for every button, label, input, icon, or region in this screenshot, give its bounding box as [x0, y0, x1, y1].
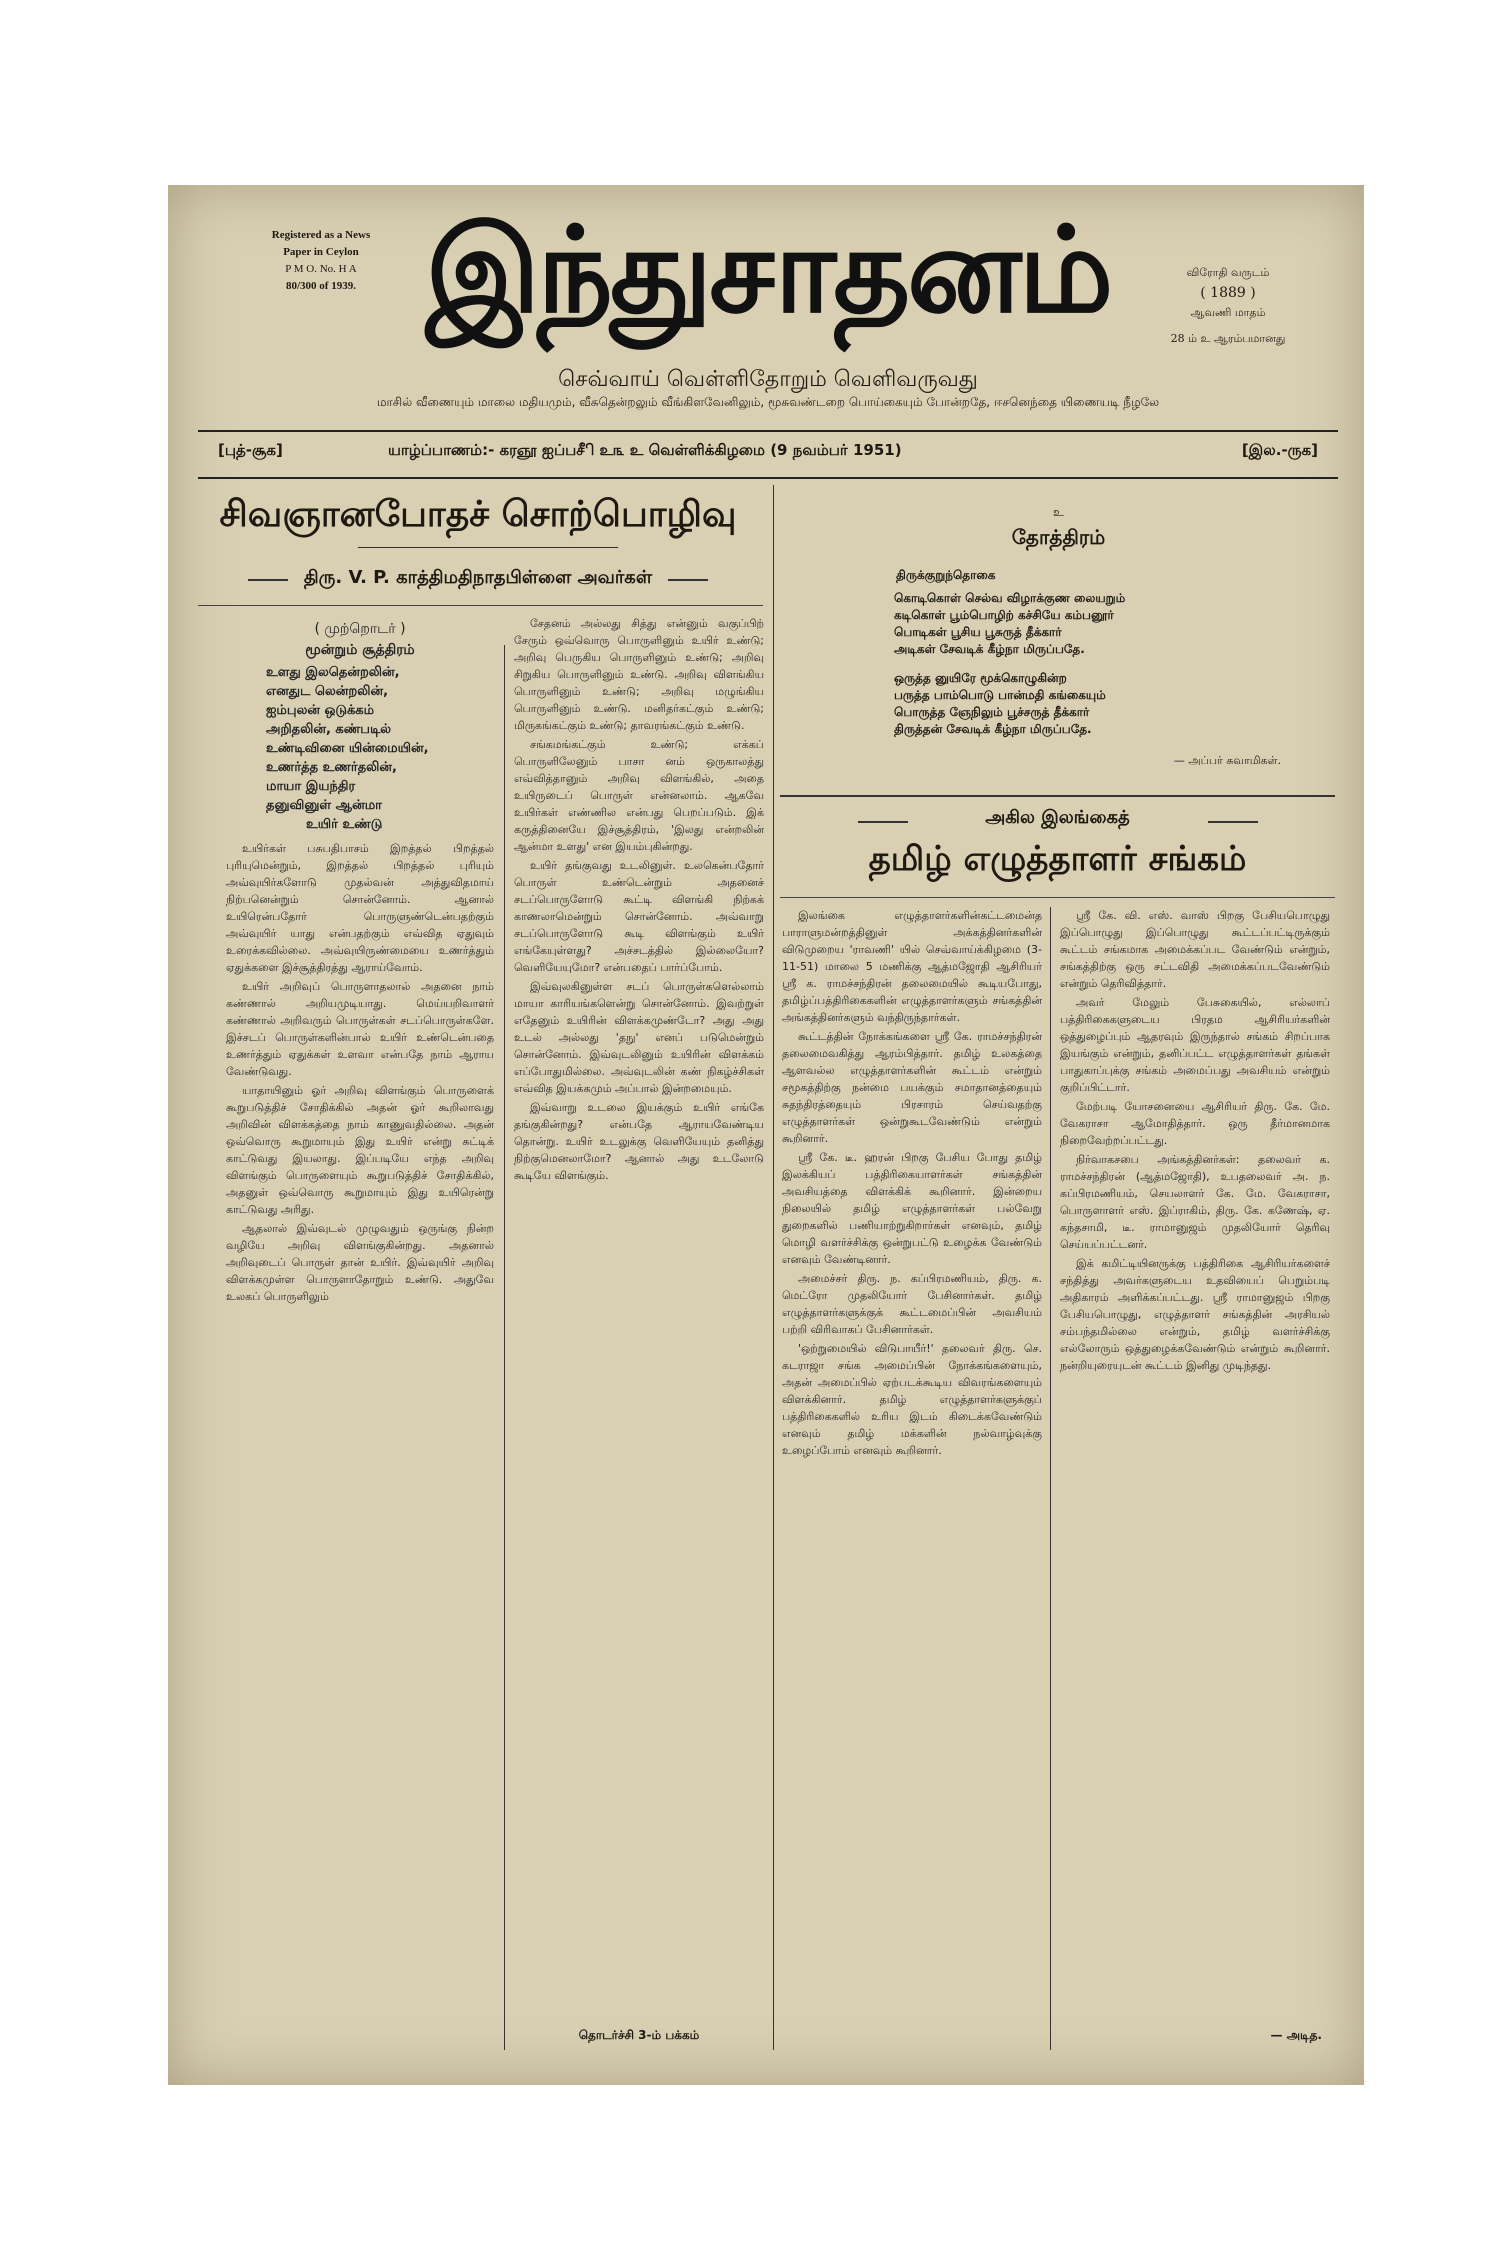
- byline-dash-right: [668, 579, 708, 581]
- hymn-line: பருத்த பாம்பொடு பான்மதி கங்கையும்: [894, 688, 1106, 702]
- dateline: [218, 438, 1318, 468]
- body-paragraph: நிர்வாகசபை அங்கத்தினர்கள்: தலைவர் க. ராமச்சந்திரன் (ஆத்மஜோதி), உபதலைவர் அ. ந. கப்பிரமணியம், செயலாளர் கே. மே. வேகராசா, பொருளாளர் எஸ். இப்ராகிம், திரு. கே. கணேஷ், ஏ. கந்தசாமி, டீ. ராமானுஜம் முதலியோர் தெரிவு செய்யப்பட்டனர்.: [1060, 1153, 1330, 1251]
- verse-line: அறிதலின், கண்படில்: [266, 722, 392, 737]
- established-line: ஆவணி மாதம்: [1190, 306, 1266, 319]
- body-paragraph: 'ஒற்றுமையில் விடுபாயீர்!' தலைவர் திரு. செ. கடராஜா சங்க அமைப்பின் நோக்கங்களையும், அதன் அமைப்பில் ஏற்படக்கூடிய விவரங்களையும் விளக்கினார். தமிழ் எழுத்தாளர்களுக்குப் பத்திரிகைகளில் உரிய இடம் கிடைக்கவேண்டும் எனவும் தமிழ் மக்களின் நல்வாழ்வுக்கு உழைப்போம் எனவும் கூறினார்.: [782, 1342, 1042, 1457]
- column-divider: [773, 485, 774, 2050]
- body-paragraph: ஸ்ரீ கே. வி. எஸ். வாஸ் பிறகு பேசியபொழுது இப்பொழுது இப்பொழுது கூட்டப்பட்டிருக்கும் கூட்டம் சங்கமாக அமைக்கப்பட வேண்டும் என்றும், சங்கத்திற்கு ஒரு சட்டவிதி அமைக்கப்படவேண்டும் என்றும் தெரிவித்தார்.: [1060, 909, 1330, 990]
- verse-line: தனுவினுள் ஆன்மா: [266, 798, 382, 813]
- body-paragraph: அமைச்சர் திரு. ந. கப்பிரமணியம், திரு. க. மெட்ரோ முதலியோர் பேசினார்கள். தமிழ் எழுத்தாளர்களுக்குக் கூட்டமைப்பின் அவசியம் பற்றி விரிவாகப் பேசினார்கள்.: [782, 1272, 1042, 1336]
- body-paragraph: கூட்டத்தின் நோக்கங்களை ஸ்ரீ கே. ராமச்சந்திரன் தலைமைவகித்து ஆரம்பித்தார். தமிழ் உலகத்தை ஆளவல்ல எழுத்தாளர்களின் கூட்டம் என்றும் சமூகத்திற்கு நன்மை பயக்கும் சமாதானத்தையும் சுதந்திரத்தையும் பிரசாரம் செய்வதற்கு எழுத்தாளர்கள் ஒன்றுகூடவேண்டும் என்றும் கூறினார்.: [782, 1030, 1042, 1145]
- body-paragraph: உயிர்கள் பசுபதிபாசம் இறத்தல் பிறத்தல் புரியுமென்றும், இறத்தல் பிறத்தல் புரியும் அவ்வுயிர்களோடு முதல்வன் அத்துவிதமாய் நிற்பனென்றும் சொன்னோம். ஆனால் உயிரென்பதோர் பொருளுண்டென்பதற்கும் அவ்வுயிர் யாது என்பதற்கும் எவ்வித ஏதுவும் உரைக்கவில்லை. அவ்வுயிருண்மையை உணர்த்தும் ஏதுக்களை இச்சூத்திரத்து ஆராய்வோம்.: [226, 842, 494, 974]
- established-line: 28 ம் உ ஆரம்பமானது: [1170, 332, 1286, 345]
- hymn-stanza: [786, 670, 1331, 738]
- registration-line: Registered as a News: [271, 229, 371, 241]
- kicker-dash-right: [1208, 821, 1258, 823]
- byline-dash-left: [248, 579, 288, 581]
- established-line: விரோதி வருடம்: [1186, 266, 1270, 279]
- body-paragraph: உயிர் அறிவுப் பொருளாதலால் அதனை நாம் கண்ணால் அறியமுடியாது. மெய்யறிவாளர் கண்ணால் அறிவரும் பொருள்கள் சடப்பொருள்களே. இச்சடப் பொருள்களின்பால் உயிர் உண்டென்பதை உணர்த்தும் ஏதுக்கள் உளவா என்பதே நாம் ஆராய வேண்டுவது.: [226, 980, 494, 1078]
- article2-rule: [780, 897, 1335, 898]
- article2-kicker: அகில இலங்கைத்: [985, 807, 1130, 828]
- column-divider: [504, 645, 505, 2050]
- body-paragraph: ஸ்ரீ கே. டீ. ஹரன் பிறகு பேசிய போது தமிழ் இலக்கியப் பத்திரிகையாளர்கள் சங்கத்தின் அவசியத்தை விளக்கிக் கூறினார். இன்றைய நிலையில் தமிழ் எழுத்தாளர்கள் பல்வேறு துறைகளில் பணியாற்றுகிறார்கள் எனவும், தமிழ் மொழி வளர்ச்சிக்கு ஒன்றுபட்டு உழைக்க வேண்டும் எனவும் வேண்டினார்.: [782, 1151, 1042, 1266]
- verse-line: மாயா இயந்திர: [266, 779, 356, 794]
- hymn-title: தோத்திரம்: [1011, 525, 1106, 549]
- volume-number: [புத்-சூக]: [218, 441, 283, 459]
- body-paragraph: இக் கமிட்டியினருக்கு பத்திரிகை ஆசிரியர்களைச் சந்தித்து அவர்களுடைய உதவியைப் பெறும்படி அதிகாரம் அளிக்கப்பட்டது. ஸ்ரீ ராமானுஜம் பிறகு பேசியபொழுது, எழுத்தாளர் சங்கத்தின் அரசியல் சம்பந்தமில்லை என்றும், தமிழ் வளர்ச்சிக்கு எல்லோரும் ஒத்துழைக்கவேண்டும் என்றும் கூறினார். நன்றியுரையுடன் கூட்டம் இனிது முடிந்தது.: [1060, 1257, 1330, 1372]
- registration-line: P M O. No. H A: [285, 263, 357, 275]
- newspaper-page: [168, 185, 1364, 2085]
- registration-line: 80/300 of 1939.: [286, 280, 356, 292]
- hymn-number: உ: [1053, 505, 1064, 519]
- masthead-rule: [198, 430, 1338, 432]
- continued-label: ( முற்றொடர் ): [314, 621, 406, 637]
- hymn-stanza: [786, 590, 1331, 658]
- body-paragraph: இவ்வாறு உடலை இயக்கும் உயிர் எங்கே தங்குகின்றது? என்பதே ஆராயவேண்டிய தொன்று. உயிர் உடலுக்கு வெளியேயும் தனித்து நிற்குமெனலாமோ? ஆனால் அது உடலோடு கூடியே விளங்கும்.: [514, 1101, 764, 1182]
- established-notice: [1158, 263, 1298, 349]
- body-paragraph: சங்கமங்கட்கும் உண்டு; எக்கப் பொருளிலேனும் பாசா னம் ஒருகாலத்து எவ்வித்தானும் அறிவு விளங்கில், அதை உயிருடைப் பொருள் என்னலாம். ஆகவே உயிர்கள் எண்ணில என்பது பெறப்படும். இக் கருத்தினையே இச்சூத்திரம், 'இலது என்றலின் ஆன்மா உளது' என இயம்புகின்றது.: [514, 738, 764, 853]
- article1-column-1: [226, 615, 494, 2055]
- column-divider: [1050, 907, 1051, 2050]
- continued-note: தொடர்ச்சி 3-ம் பக்கம்: [578, 2028, 700, 2042]
- hymn-line: கடிகொள் பூம்பொழிற் கச்சியே கம்பனூர்: [894, 608, 1114, 622]
- article1-headline: சிவஞானபோதச் சொற்பொழிவு: [219, 494, 737, 535]
- verse-line: உண்டிவினை யின்மையின்,: [266, 741, 429, 756]
- hymn-line: கொடிகொள் செல்வ விழாக்குண லையறும்: [894, 591, 1126, 605]
- hymn-box: [786, 505, 1331, 769]
- verse-line: எனதுட லென்றலின்,: [266, 684, 389, 699]
- tagline: செவ்வாய் வெள்ளிதோறும் வெளிவருவது: [558, 367, 978, 392]
- body-paragraph: யாதாயினும் ஓர் அறிவு விளங்கும் பொருளைக் கூறுபடுத்திச் சோதிக்கில் அதன் ஓர் கூறிலாவது அறிவின் விளக்கத்தை நாம் காணுவதில்லை. அதன் ஒவ்வொரு கூறுமாயும் இது உயிர் என்று சுட்டிக் காட்டுவது இயலாது. இப்படியே எந்த அறிவு விளங்கும் பொருளையும் கூறுபடுத்திச் சோதிக்கில், அதனுள் ஒவ்வொரு கூறுமாயும் இது உயிரென்று காட்டுவது அரிது.: [226, 1084, 494, 1216]
- body-paragraph: மேற்படி யோசனையை ஆசிரியர் திரு. கே. மே. வேகராசா ஆமோதித்தார். ஒரு தீர்மானமாக நிறைவேற்றப்பட்டது.: [1060, 1100, 1330, 1147]
- article1-byline: திரு. V. P. காத்திமதிநாதபிள்ளை அவர்கள்: [303, 567, 653, 588]
- hymn-subtitle: திருக்குறுந்தொகை: [896, 568, 996, 582]
- verse-line: உணர்த்த உணர்தலின்,: [266, 760, 397, 775]
- body-paragraph: இலங்கை எழுத்தாளர்களின்கட்டமைன்த பாராளுமன்றத்தினுள் அக்கத்தினர்களின் விடுமுறைய 'ராவணி' யில் செவ்வாய்க்கிழமை (3-11-51) மாலை 5 மணிக்கு ஆத்மஜோதி ஆசிரியர் ஸ்ரீ க. ராமச்சந்திரன் தலைமையில் கூடியபோது, தமிழ்ப்பத்திரிகைகளின் எழுத்தாளர்களும் சங்கத்தின் அங்கத்தினர்களும் வந்திருந்தார்கள்.: [782, 909, 1042, 1024]
- article1-column-2: [514, 615, 764, 2015]
- verse-line: உயிர் உண்டு: [306, 817, 383, 832]
- issue-number: [இல.-ருக]: [1241, 441, 1318, 459]
- hymn-line: ஒருத்த னுயிரே மூக்கொழுகின்ற: [894, 671, 1067, 685]
- body-paragraph: சேதனம் அல்லது சித்து என்னும் வகுப்பிற் சேரும் ஒவ்வொரு பொருளினும் உயிர் உண்டு; அறிவு பெருகிய பொருளினும் உண்டு; அறிவு சிறுகிய பொருளினும் உண்டு. அறிவு விளங்கிய பொருளினும் உண்டு; அறிவு மழுங்கிய பொருளினும் உண்டு. மனிதர்கட்கும் உண்டு; மிருகங்கட்கும் உண்டு; தாவரங்கட்கும் உண்டு.: [514, 617, 764, 732]
- kicker-dash-left: [858, 821, 908, 823]
- hymn-line: திருத்தன் சேவடிக் கீழ்நா மிருப்பதே.: [894, 722, 1092, 736]
- newspaper-title: இந்துசாதனம்: [425, 201, 1111, 339]
- body-paragraph: ஆதலால் இவ்வுடல் முழுவதும் ஒருங்கு நின்ற வழியே அறிவு விளங்குகின்றது. அதனால் அறிவுடைப் பொருள் தான் உயிர். இவ்வுயிர் அறிவு விளக்கமுள்ள பொருளாதோறும் உண்டு. அதுவே உலகப் பொருளிலும்: [226, 1222, 494, 1303]
- hymn-line: அடிகள் சேவடிக் கீழ்நா மிருப்பதே.: [894, 642, 1085, 656]
- hymn-line: பொருத்த ஞேநிலும் பூச்சருத் தீக்கார்: [894, 705, 1090, 719]
- registration-notice: [246, 227, 396, 295]
- verse-line: உளது இலதென்றலின்,: [266, 665, 400, 680]
- place-date: யாழ்ப்பாணம்:- கரஞூ ஐப்பசிீ உ௩ உ வெள்ளிக்கிழமை (9 நவம்பர் 1951): [388, 441, 902, 459]
- hymn-line: பொடிகள் பூசிய பூசுருத் தீக்கார்: [894, 625, 1062, 639]
- sutra-title: மூன்றும் சூத்திரம்: [305, 642, 415, 658]
- article2-column-2: [1060, 907, 1330, 2037]
- article2-column-1: [782, 907, 1042, 2057]
- dateline-rule: [198, 477, 1338, 479]
- registration-line: Paper in Ceylon: [283, 246, 359, 258]
- article2-signoff: — அடித.: [1270, 2028, 1322, 2042]
- motto: மாசில் வீணையும் மாலை மதியமும், வீசுதென்றலும் வீங்கிளவேனிலும், மூசுவண்டறை பொய்கையும் போன்றதே, ஈசனெந்தை யிணையடி நீழலே: [376, 395, 1160, 409]
- headline-underline: [358, 547, 618, 548]
- established-line: ( 1889 ): [1200, 285, 1256, 301]
- byline-rule: [198, 605, 763, 606]
- body-paragraph: அவர் மேலும் பேசுகையில், எல்லாப் பத்திரிகைகளுடைய பிரதம ஆசிரியர்களின் ஒத்துழைப்பும் ஆதரவும் இருந்தால் சங்கம் சிறப்பாக இயங்கும் என்றும், தனிப்பட்ட எழுத்தாளர்கள் தங்கள் பாதுகாப்புக்கு சங்கம் அமைப்பது அவசியம் என்றும் குறிப்பிட்டார்.: [1060, 996, 1330, 1094]
- section-rule: [780, 795, 1335, 797]
- body-paragraph: இவ்வுலகினுள்ள சடப் பொருள்களெல்லாம் மாயா காரியங்களென்று சொன்னோம். இவற்றுள் எதேனும் உயிரின் விளக்கமுண்டோ? அது அது உடல் அல்லது 'தநு' எனப் படுமென்றும் சொன்னோம். இவ்வுடலினும் உயிரின் விளக்கம் எப்போதுமில்லை. அவ்வுடலின் கண் நிகழ்ச்சிகள் எவ்வித இயக்கமும் அப்பால் இன்றமையும்.: [514, 980, 764, 1095]
- verse-line: ஐம்புலன் ஒடுக்கம்: [266, 703, 375, 718]
- body-paragraph: உயிர் தங்குவது உடலினுள். உலகென்பதோர் பொருள் உண்டென்றும் அதனைச் சடப்பொருளோடு கூட்டி விளங்கி நிற்கக் காணலாமென்றும் சொன்னோம். அவ்வாறு சடப்பொருளோடு கூடி விளங்கும் உயிர் எங்கேயுள்ளது? அச்சடத்தில் இல்லையோ? வெளியேயுமோ? என்பதைப் பார்ப்போம்.: [514, 859, 764, 974]
- hymn-attribution: — அப்பர் சுவாமிகள்.: [1173, 754, 1281, 767]
- article2-headline: தமிழ் எழுத்தாளர் சங்கம்: [868, 839, 1247, 879]
- sutra-verse: [226, 663, 494, 834]
